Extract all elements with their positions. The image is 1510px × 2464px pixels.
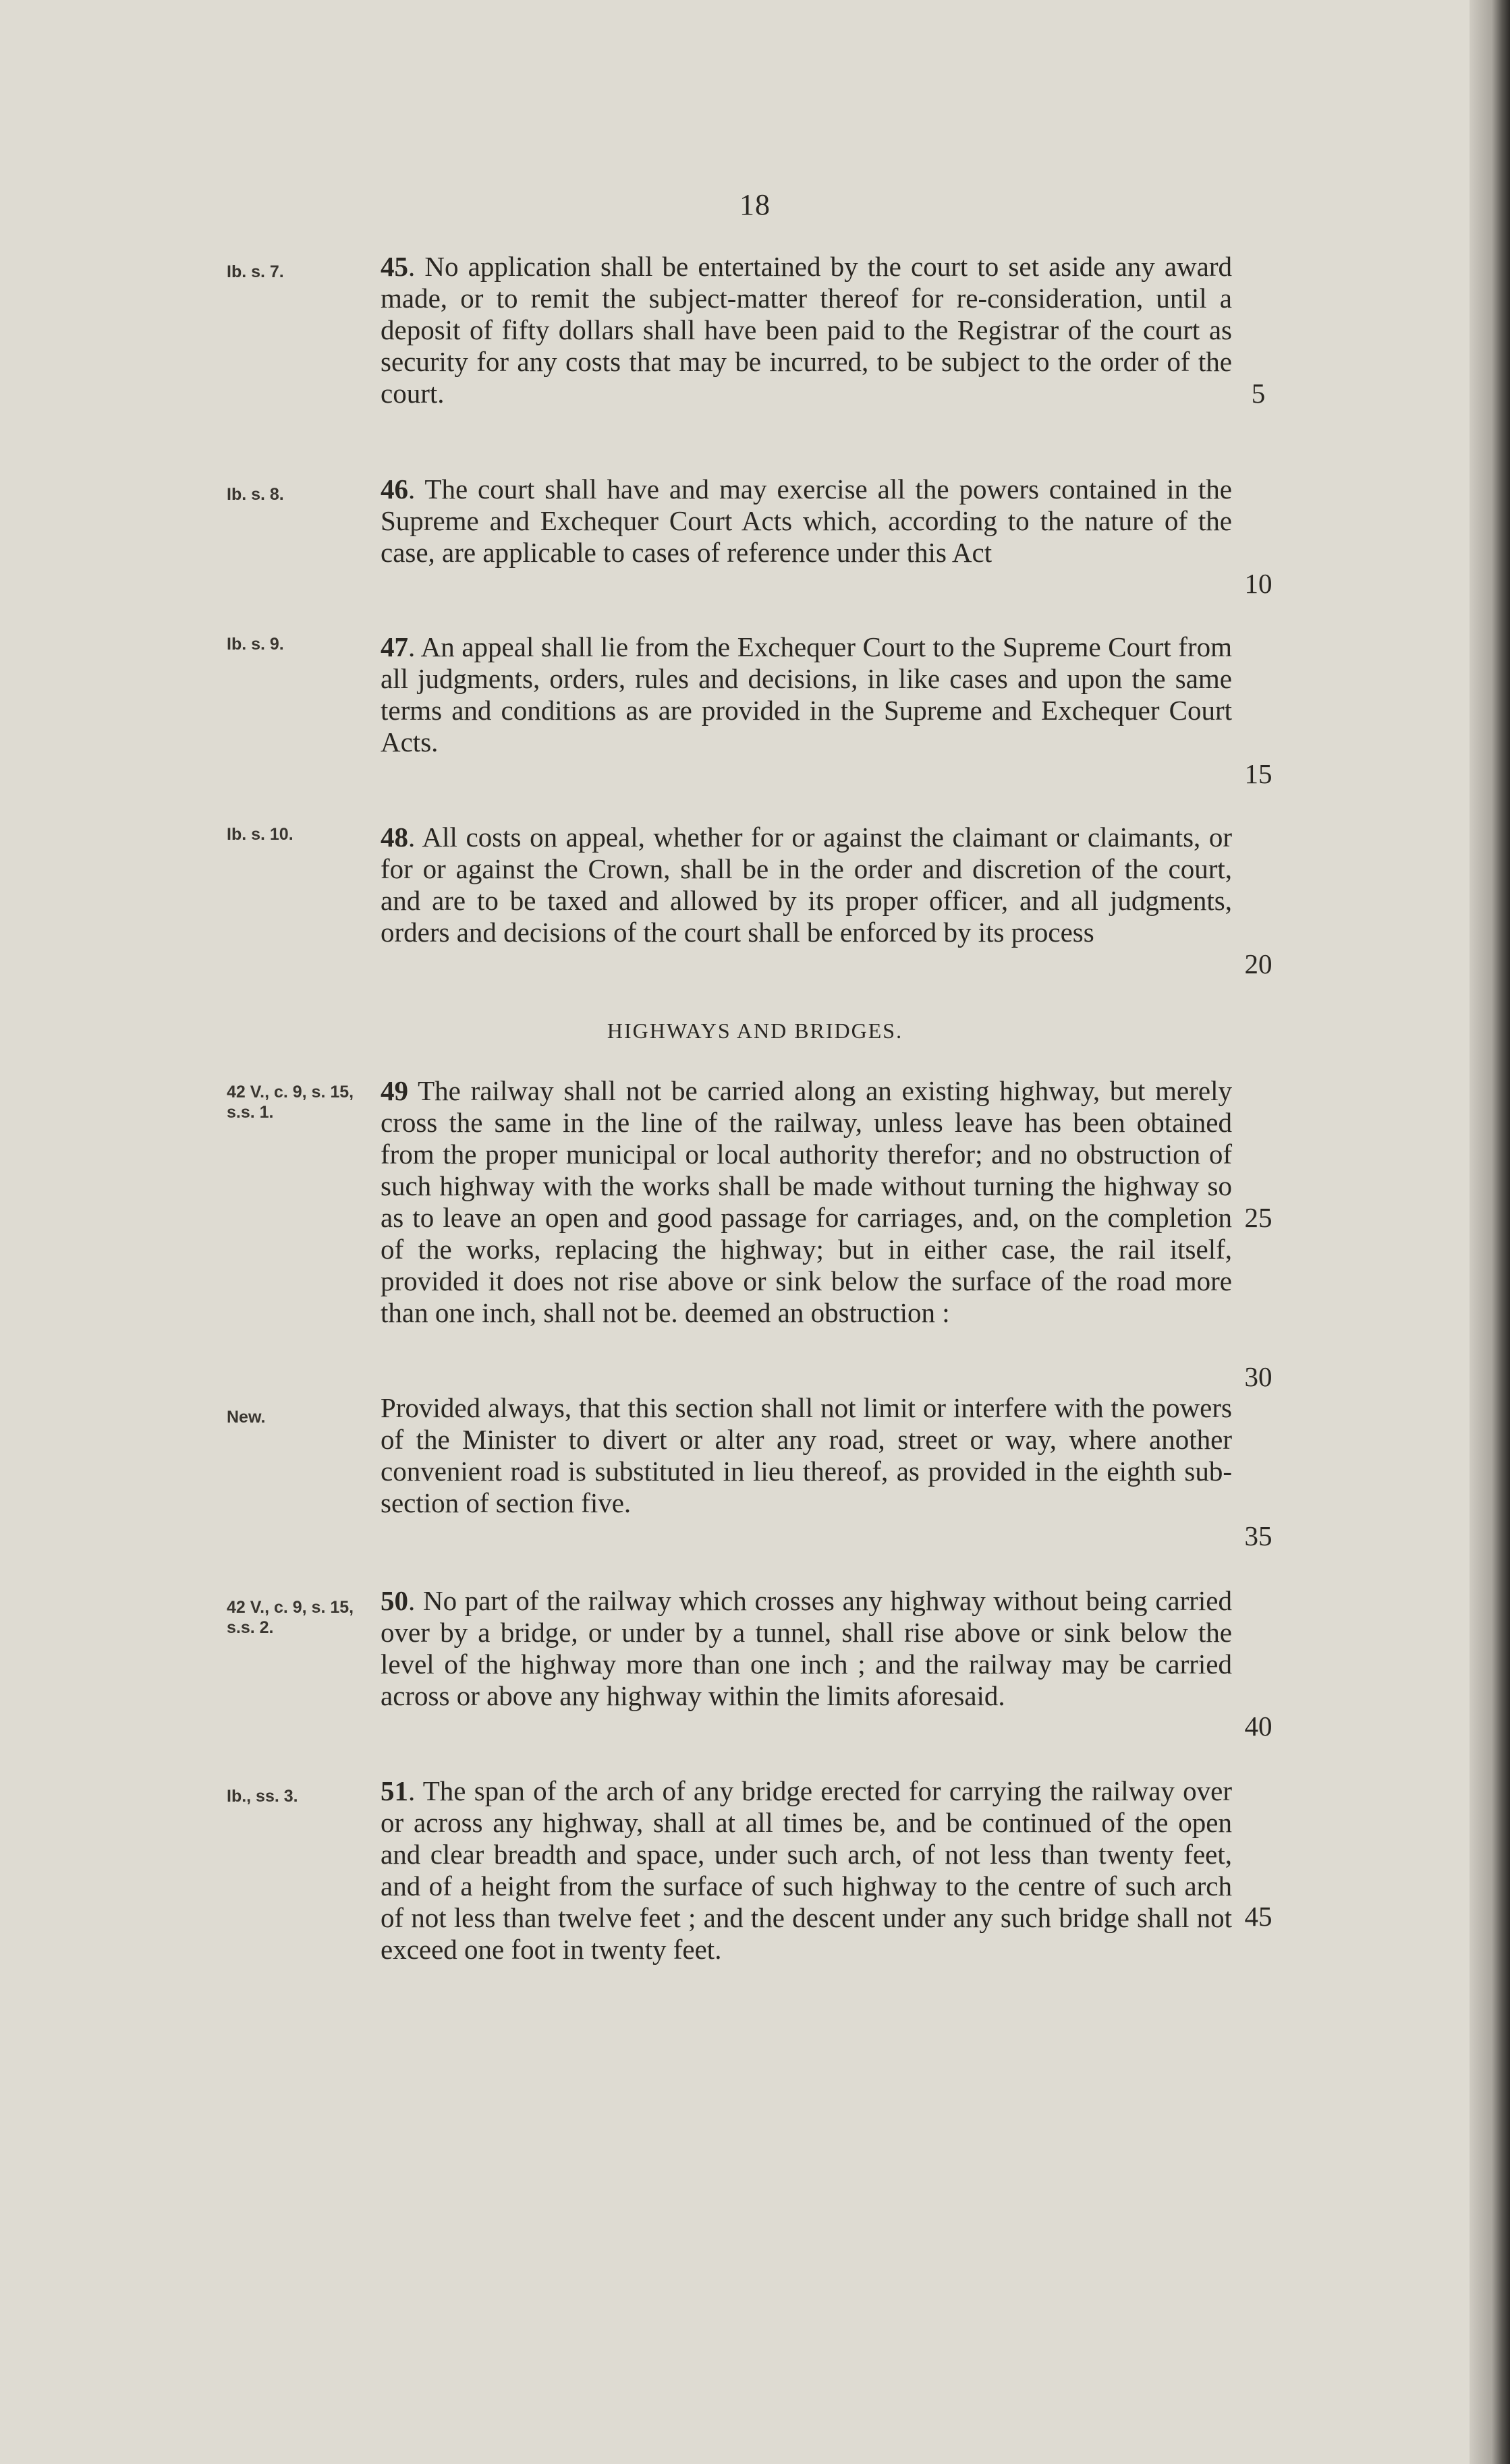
section-number: 51 — [381, 1775, 408, 1806]
section-text: . No application shall be entertained by the court to set aside any award made, or to remit the subject-matter thereof for re-consideration, until a deposit of fifty dollars shall have been paid to the Registrar of the court as security for any costs that may be incurred, to be subject to the order of the court. — [381, 251, 1232, 409]
section-text: . The span of the arch of any bridge erected for carrying the railway over or across any highway, shall at all times be, and be continued of the open and clear breadth and space, under such arch, of not less than twenty feet, and of a height from the surface of such highway to the centre of such arch of not less than twelve feet ; and the descent under any such bridge shall not exceed one foot in twenty feet. — [381, 1775, 1232, 1965]
page-number: 18 — [739, 188, 771, 221]
section-text: . An appeal shall lie from the Exchequer Court to the Supreme Court from all judgments, orders, rules and decisions, in like cases and upon the same terms and conditions as are provided in the Supreme and Exchequer Court Acts. — [381, 631, 1232, 757]
section-text: . The court shall have and may exercise all the powers contained in the Supreme and Exchequer Court Acts which, according to the nature of the case, are applicable to cases of reference under this Act — [381, 474, 1232, 568]
section-47 — [381, 631, 1232, 758]
page-edge — [1470, 0, 1510, 2464]
section-heading: HIGHWAYS AND BRIDGES. — [607, 1019, 903, 1043]
margin-note: Ib., ss. 3. — [227, 1787, 298, 1806]
section-49 — [381, 1075, 1232, 1329]
section-text: The railway shall not be carried along an existing highway, but merely cross the same in the line of the railway, unless leave has been obtained from the proper municipal or local authority therefor; and no obstruction of such highway with the works shall be made without turning the highway so as to leave an open and good passage for carriages, and, on the completion of the works, replacing the highway; but in either case, the rail itself, provided it does not rise above or sink below the surface of the road more than one inch, shall not be. deemed an obstruction : — [381, 1075, 1232, 1328]
section-number: 48 — [381, 822, 408, 853]
margin-note: Ib. s. 9. — [227, 635, 284, 654]
section-number: 50 — [381, 1585, 408, 1616]
section-number: 47 — [381, 631, 408, 662]
margin-note-new: New. — [227, 1408, 266, 1427]
section-text: . All costs on appeal, whether for or against the claimant or claimants, or for or against the Crown, shall be in the order and discretion of the court, and are to be taxed and allowed by its proper officer, and all judgments, orders and decisions of the court shall be enforced by its process — [381, 822, 1232, 948]
line-marker: 40 — [1244, 1711, 1273, 1742]
line-marker: 35 — [1244, 1520, 1273, 1551]
line-marker: 30 — [1244, 1361, 1273, 1392]
margin-note: Ib. s. 7. — [227, 262, 284, 281]
margin-note: 42 V., c. 9, s. 15, s.s. 1. — [227, 1083, 354, 1122]
section-number: 46 — [381, 474, 408, 505]
section-text: Provided always, that this section shall not limit or interfere with the powers of the Minister to divert or alter any road, street or way, where another convenient road is substituted in lieu thereof, as provided in the eighth sub-section of section five. — [381, 1392, 1232, 1518]
line-marker: 10 — [1244, 568, 1273, 599]
section-49-proviso — [381, 1392, 1232, 1519]
section-number: 49 — [381, 1075, 408, 1106]
section-45 — [381, 251, 1232, 409]
line-marker: 25 — [1244, 1202, 1273, 1233]
section-46 — [381, 474, 1232, 569]
line-marker: 5 — [1251, 378, 1266, 409]
section-51 — [381, 1775, 1232, 1966]
line-marker: 15 — [1244, 758, 1273, 789]
section-number: 45 — [381, 251, 408, 282]
margin-note: 42 V., c. 9, s. 15, s.s. 2. — [227, 1598, 354, 1637]
section-48 — [381, 822, 1232, 948]
line-marker: 45 — [1244, 1901, 1273, 1932]
section-text: . No part of the railway which crosses any highway without being carried over by a bridge, or under by a tunnel, shall rise above or sink below the level of the highway more than one inch ; and the railway may be carried across or above any highway within the limits aforesaid. — [381, 1585, 1232, 1711]
section-50 — [381, 1585, 1232, 1712]
margin-note: Ib. s. 8. — [227, 485, 284, 504]
margin-note: Ib. s. 10. — [227, 825, 293, 844]
line-marker: 20 — [1244, 948, 1273, 979]
